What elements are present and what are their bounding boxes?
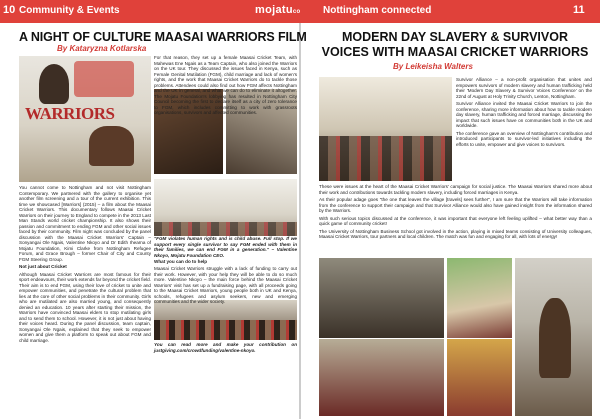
section-title-right: Nottingham connected [323,5,432,16]
left-col1-paragraph: You cannot come to Nottingham and not visit Nottingham Contemporary. We partnered with the gallery to organise yet another film screening and a tour of the current exhibition. This time we showcased [Warriors] (2015) – a film about the Maasai Cricket Warriors. This documentary follows Maasai Cricket Warriors on their journey to England to compete in the 2013 Last Man Stands world cricket championship. It also shows their passion and commitment to ending FGM and other social issues faced by their community. Film night was concluded by the panel discussion with the Maasai Cricket Warriors' Captain – Sonyangai Ole Ngais, Valentine Nkoyo and Dr Edith Ihearna of Mojatu Foundation, Kimi Clarke from Nottingham Refugee Forum, and Grace Brough – former Chair of City and County FGM Steering Group. [19,185,151,262]
page-number-left: 10 [3,4,16,16]
left-col2-paragraph: For that reason, they set up a female Maasai Cricket Team, with Mahewas Ene Ngais as a Team Captain, who also joined the Warriors on the UK tour. They discussed the issues faced in Kenya, such as Female Genital Mutilation (FGM), child marriage and lack of women's rights, and the work that Maasai Cricket Warriors do to tackle those problems. Attendees could also find out how FGM affects Nottingham and the UK in general, and what we can do to eliminate it altogether. The Mojatu Foundation's lobbying has resulted in Nottingham City Council becoming the first to declare itself as a city of zero tolerance to FGM, which includes committing to work with grassroots organisations, survivors and affected communities. [154,55,297,115]
photo-warriors-group [319,339,444,416]
photo-event-group [154,300,297,340]
left-col1b-paragraph: Although Maasai Cricket Warriors are most famous for their sport endeavours, their work extends far beyond the cricket field. Their aim is to end FGM, using their love of cricket to unite and empower communities, and penetrate the cultural problem that lies at the core of other social problems in their community. Girls who are mutilated are also married young, and consequently denied an education. 10 years after starting their mission, the Warriors have convinced Maasai elders to stop mutilating girls and to send them to school. However, it is not just about having their voices heard. During the panel discussion, team captain, Sonyangai Ole Ngais, explained that they seek to empower women and give them a platform to speak out about FGM and child marriage. [19,271,151,343]
photo-warriors-field [447,258,512,338]
brand-name: mojatu [255,4,293,16]
photo-warriors-dance [447,339,512,416]
left-article-title: A NIGHT OF CULTURE MAASAI WARRIORS FILM [19,30,307,44]
left-quote [154,236,297,257]
left-closing: You can read more and make your contribution on justgiving.com/crowdfunding/valentine-nkoyo. [154,342,297,353]
left-col2-text [154,55,297,115]
right-body-paragraph-3: With such serious topics discussed at the conference, it was important that everyone left feeling uplifted – what better way than a quick game of community cricket! [319,215,592,226]
right-body-paragraph-1: These were issues at the heart of the Maasai Cricket Warriors' campaign for social justice. The Maasai Warriors shared more about their work and contributions towards tackling modern slavery, including forced marriages in Kenya. [319,184,592,195]
page-gutter [299,23,301,419]
right-body-paragraph-2: As their popular adage goes "the one that leaves the village [travels] sees further", I am sure that the Warriors will take information from the conference to support their campaign and that Survivor Alliance would also have gained insight from the information shared by the Warriors. [319,197,592,213]
right-article-byline: By Leikeisha Walters [393,62,473,71]
group-crowd [154,320,297,340]
photo-speaker-portrait [515,258,592,416]
left-quote-text: "FGM violates human rights and is child abuse. Full stop. If we support every single survivor to say FGM ended with them in their families, we can end FGM in a generation." – Valentine Nkoyo, Mojatu Foundation CEO. [154,236,297,258]
right-top-paragraph-2: Survivor Alliance invited the Maasai Cricket Warriors to join the conference, sharing more information about how to tackle modern day slavery, human trafficking and forced marriage, discussing the impact that such issues have on communities both in the UK and worldwide. [456,101,592,128]
conference-crowd [319,136,452,181]
poster-figure [39,64,69,104]
left-col1-heading: Not just about Cricket [19,264,67,269]
left-closing-text [154,342,297,355]
portrait-person [539,298,571,378]
right-top-paragraph-1: Survivor Alliance – a non-profit organisation that unites and empowers survivors of modern slavery and human trafficking held their 'Modern Day Slavery & Survivor Voices Conference' on the 22nd of August at Holy Trinity Church, Lenton, Nottingham. [456,77,592,99]
right-article-title: MODERN DAY SLAVERY & SURVIVOR VOICES WITH MAASAI CRICKET WARRIORS [321,30,589,59]
page-number-right: 11 [573,4,585,16]
right-body-text [319,184,592,242]
right-top-paragraph-3: The conference gave an overview of Nottingham's contribution and introduced participants to survivor-led initiatives including the efforts to unite, empower and give voices to survivors. [456,130,592,147]
left-col2b-text [154,266,297,304]
left-article-byline: By Kataryzna Kotlarska [57,44,147,53]
section-title-left: Community & Events [19,5,120,16]
right-body-paragraph-4: The University of Nottingham Business School got involved in the action, playing in mixed teams consisting of University colleagues, Maasai Cricket Warriors, tour partners and local children. The match was fun and engaging for all, with lots of energy! [319,228,592,239]
left-col1-text [19,185,151,345]
brand-logo [255,4,300,16]
header-bar [0,0,600,23]
left-col2-heading: What you can do to help [154,259,208,264]
brand-suffix: co [292,9,301,15]
photo-conference [319,77,452,181]
poster-figure-2 [89,126,134,166]
poster-backdrop [74,61,134,97]
photo-cricket-match [319,258,444,338]
left-col2b-paragraph: Maasai Cricket Warriors struggle with a lack of funding to carry out their work. However, with your help they will be able to do so much more. Valentine Nkoyo – the main force behind the Maasai Cricket Warriors' visit has set up a fundraising page, with all proceeds going to the Maasai Cricket Warriors, young people both in UK and Kenya, schools, refugees and asylum seekers, new and emerging communities and the wider society. [154,266,297,304]
warriors-film-poster [19,56,151,182]
poster-title: WARRIORS [25,104,115,123]
right-top-text [456,77,592,149]
